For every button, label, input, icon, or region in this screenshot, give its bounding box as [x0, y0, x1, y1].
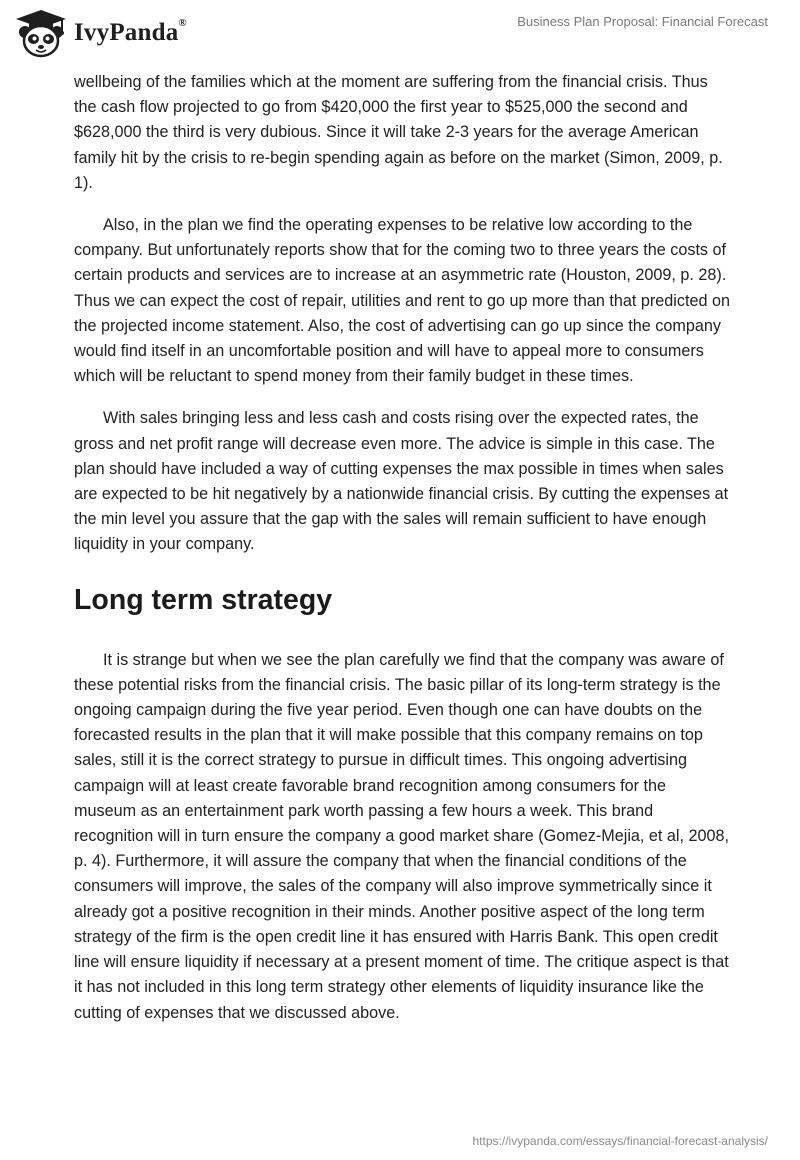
- paragraph: It is strange but when we see the plan carefully we find that the company was aware of these potential risks from the financial crisis. The basic pillar of its long-term strategy is the ongoing campaign during the five year period. Even though one can have doubts on the forecasted results in the plan that it will make possible that this company remains on top sales, still it is the correct strategy to pursue in difficult times. This ongoing advertising campaign will at least create favorable brand recognition among consumers for the museum as an entertainment park worth passing a few hours a week. This brand recognition will in turn ensure the company a good market share (Gomez-Mejia, et al, 2008, p. 4). Furthermore, it will assure the company that when the financial conditions of the consumers will improve, the sales of the company will also improve symmetrically since it already got a positive recognition in their minds. Another positive aspect of the long term strategy of the firm is the open credit line it has ensured with Harris Bank. This open credit line will ensure liquidity if necessary at a present moment of time. The critique aspect is that it has not included in this long term strategy other elements of liquidity insurance like the cutting of expenses that we discussed above.: [74, 650, 730, 1022]
- panda-graduate-icon: [14, 8, 68, 58]
- article-body: [74, 70, 730, 1043]
- section-heading: Long term strategy: [74, 583, 333, 616]
- footer-url[interactable]: https://ivypanda.com/essays/financial-forecast-analysis/: [472, 1134, 768, 1148]
- paragraph: With sales bringing less and less cash and costs rising over the expected rates, the gross and net profit range will decrease even more. The advice is simple in this case. The plan should have included a way of cutting expenses the max possible in times when sales are expected to be hit negatively by a nationwide financial crisis. By cutting the expenses at the min level you assure that the gap with the sales will remain sufficient to have enough liquidity in your company.: [74, 409, 729, 554]
- paragraph: wellbeing of the families which at the moment are suffering from the financial crisis. Thus the cash flow projected to go from $420,000 the first year to $525,000 the second and $628,000 the third is very dubious. Since it will take 2-3 years for the average American family hit by the crisis to re-begin spending again as before on the market (Simon, 2009, p. 1).: [74, 73, 723, 192]
- paragraph: Also, in the plan we find the operating expenses to be relative low according to the company. But unfortunately reports show that for the coming two to three years the costs of certain products and services are to increase at an asymmetric rate (Houston, 2009, p. 28). Thus we can expect the cost of repair, utilities and rent to go up more than that predicted on the projected income statement. Also, the cost of advertising can go up since the company would find itself in an uncomfortable position and will have to appeal more to consumers which will be reluctant to spend money from their family budget in these times.: [74, 216, 730, 386]
- page-header: [0, 0, 800, 70]
- site-logo[interactable]: [14, 8, 187, 58]
- logo-text: IvyPanda®: [74, 17, 187, 46]
- document-title: Business Plan Proposal: Financial Forecast: [517, 14, 768, 29]
